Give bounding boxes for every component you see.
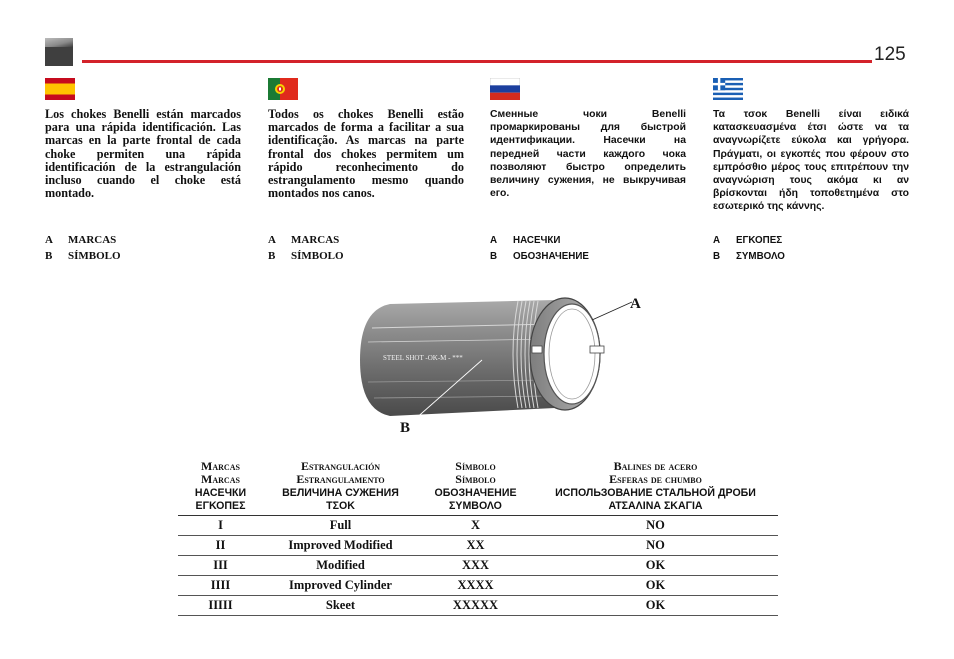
table-header-row — [178, 460, 778, 516]
legend-key: B — [490, 251, 498, 262]
legend-key: B — [45, 250, 53, 262]
cell-steel: NO — [533, 536, 778, 556]
legend-value: MARCAS — [291, 234, 340, 246]
legend-value: ΣΥΜΒΟΛΟ — [736, 251, 785, 262]
cell-marks: IIII — [178, 576, 263, 596]
legend-key: A — [45, 234, 53, 246]
choke-tube-illustration — [350, 290, 650, 440]
cell-choke: Full — [263, 516, 418, 536]
spanish-description: Los chokes Benelli están marcados para una rápida identificación. Las marcas en la parte frontal de cada choke permiten una rápida identificación de la estrangulación incluso cuando el choke está montado. — [45, 107, 241, 201]
cell-marks: III — [178, 556, 263, 576]
cell-steel: OK — [533, 576, 778, 596]
engraving-text: STEEL SHOT -OK-M - *** — [383, 354, 463, 362]
legend-key: A — [268, 234, 276, 246]
cell-marks: I — [178, 516, 263, 536]
cell-choke: Improved Modified — [263, 536, 418, 556]
spain-flag-icon — [45, 78, 75, 100]
header-symbol: Símbolo Símbolo ОБОЗНАЧЕНИЕ ΣΥΜΒΟΛΟ — [418, 460, 533, 516]
cell-marks: IIIII — [178, 596, 263, 616]
legend-value: SÍMBOLO — [68, 250, 121, 262]
callout-label-b: B — [400, 420, 411, 436]
cell-symbol: XX — [418, 536, 533, 556]
table-row — [178, 516, 778, 536]
legend-value: ОБОЗНАЧЕНИЕ — [513, 251, 589, 262]
legend-key: A — [713, 235, 721, 246]
legend-key: B — [268, 250, 276, 262]
greece-flag-icon — [713, 78, 743, 100]
russian-description: Сменные чоки Benelli промаркированы для быстрой идентификации. Насечки на передней части каждого чока позволяют быстро определить величину сужения, не выкручивая его. — [490, 109, 686, 200]
cell-choke: Modified — [263, 556, 418, 576]
cell-symbol: XXX — [418, 556, 533, 576]
header-marks: Marcas Marcas НАСЕЧКИ ΕΓΚΟΠΕΣ — [178, 460, 263, 516]
page-number: 125 — [874, 44, 906, 65]
legend-key: A — [490, 235, 498, 246]
header-rule — [82, 60, 872, 63]
legend-value: MARCAS — [68, 234, 117, 246]
cell-symbol: XXXX — [418, 576, 533, 596]
russia-flag-icon — [490, 78, 520, 100]
cell-marks: II — [178, 536, 263, 556]
table-row — [178, 596, 778, 616]
legend-value: ΕΓΚΟΠΕΣ — [736, 235, 783, 246]
legend-key: B — [713, 251, 721, 262]
portugal-flag-icon — [268, 78, 298, 100]
legend-value: SÍMBOLO — [291, 250, 344, 262]
cell-steel: OK — [533, 556, 778, 576]
cell-steel: NO — [533, 516, 778, 536]
cell-choke: Skeet — [263, 596, 418, 616]
cell-steel: OK — [533, 596, 778, 616]
header-steel-shot: Balines de acero Esferas de chumbo ИСПОЛЬЗОВАНИЕ СТАЛЬНОЙ ДРОБИ ΑΤΣΑΛΙΝΑ ΣΚΑΓΙΑ — [533, 460, 778, 516]
section-tab-marker — [45, 38, 73, 66]
callout-label-a: A — [630, 296, 641, 312]
table-row — [178, 576, 778, 596]
greek-description: Τα τσοκ Benelli είναι ειδικά κατασκευασμένα έτσι ώστε να τα αναγνωρίζετε εύκολα και γρήγορα. Πράγματι, οι εγκοπές που φέρουν στο εμπρόσθιο μέρος τους επιτρέπουν την αναγνώριση τους ακόμα κι αν βρίσκονται ήδη τοποθετημένα στο εσωτερικό της κάννης. — [713, 109, 909, 213]
portuguese-description: Todos os chokes Benelli estão marcados de forma a facilitar a sua identificação. As marcas na parte frontal dos chokes permitem um rápido reconhecimento do estrangulamento mesmo quando montados nos canos. — [268, 107, 464, 201]
cell-symbol: XXXXX — [418, 596, 533, 616]
legend-value: НАСЕЧКИ — [513, 235, 561, 246]
cell-symbol: X — [418, 516, 533, 536]
cell-choke: Improved Cylinder — [263, 576, 418, 596]
chokes-table — [178, 460, 778, 616]
table-row — [178, 536, 778, 556]
table-row — [178, 556, 778, 576]
header-choke: Estrangulación Estrangulamento ВЕЛИЧИНА СУЖЕНИЯ ΤΣΟΚ — [263, 460, 418, 516]
